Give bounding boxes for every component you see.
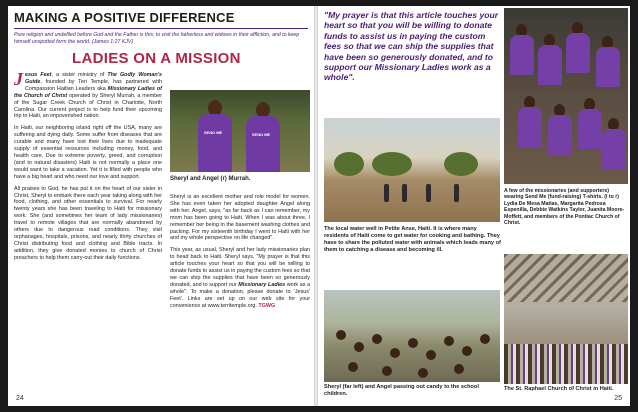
intro-text-b: , founded by Teri Temple, has partnered with Compassion Haitian Leaders aka	[25, 78, 162, 92]
person-angel	[244, 102, 282, 172]
photo-sheryl-angel	[170, 90, 310, 172]
group-person	[518, 96, 542, 146]
photo-caption-church: The St. Raphael Church of Christ in Haiti.	[504, 386, 614, 392]
scripture-verse: Pure religion and undefiled before God and the Father is this; to visit the fatherless and widows in their affliction, and to keep himself unspotted form the world. (James 1:27 KJV)	[14, 32, 300, 45]
group-person	[566, 22, 590, 72]
article-title: LADIES ON A MISSION	[72, 50, 241, 67]
photo-water-well	[324, 118, 500, 222]
group-person	[602, 118, 626, 168]
photo-caption-water-well: The local water well in Petite Anse, Haiti. It is where many residents of Haiti come to get water for cooking and bathing. They have to share the polluted water with animals which leads many of them to catching a disease and becoming ill.	[324, 226, 501, 253]
paragraph-donation	[170, 247, 310, 309]
page-number-left: 24	[16, 395, 24, 402]
paragraph-praises: All praises to God, he has put it on the heart of our sister in Christ, Sheryl to embark there each year taking along with her food, clothing, and other essentials to survival. For nearly twenty years she has been traveling to Haiti for missionary work. She (and sometimes her team of lady missionaries) travel to remote villages that are normally abandoned by others due to dangerous road conditions. They visit orphanages, hospitals, prisons, and nearly thirty churches of Christ distributing food and clothing and Bible tracts. In addition, they give donated monies to church of Christ preachers to help them carry-out their daily functions.	[14, 185, 162, 261]
photo-caption-sheryl-angel: Sheryl and Angel (r) Murrah.	[170, 176, 251, 182]
ministry-name: esus Feet	[25, 72, 52, 78]
signature-tgwg: TGWG	[258, 302, 276, 309]
person-sheryl	[196, 100, 234, 172]
paragraph-role-model: Sheryl is an excellent mother and role model for women. She has even taken her adopted daughter Angel along with her. Angel, says, "as far back as I can remember, my mom has been going to Haiti. When I was about three, I remember her being in the basement washing clothes and packing. For my sixteenth birthday I went to Haiti with her and my whole perspective on life changed".	[170, 194, 310, 242]
shirt-text: SEND ME	[252, 132, 271, 137]
paragraph-haiti: In Haiti, our neighboring island right off the USA, many are suffering and dying daily. Some suffer from diseases that are curable and many have lost their lives due to inadequate supply of essential resources including money, food, and health care. Due to extreme poverty, greed, and corruption (and to natural disasters) Haiti is not normally a place one would want to take a vacation. Yet it is filled with people who have a big heart and who need our love and support.	[14, 125, 162, 180]
group-person	[578, 98, 602, 148]
photo-caption-school-children: Sheryl (far left) and Angel passing out candy to the school children.	[324, 384, 479, 397]
left-page	[8, 6, 314, 406]
paragraph-intro	[14, 69, 162, 120]
intro-text-c: operated by Sheryl Murrah, a member of the Sugar Creek Church of Christ in Charlotte, North Carolina. Our current project is to help fund their upcoming trip to Haiti, an impoverished nation.	[14, 92, 162, 120]
photo-caption-missionaries: A few of the missionaries (and supporters) wearing Send Me (fund-raising) T-shirts. (l to r) Lydia De Mesa Matias, Margarita Pedrosa Espenilla, Debbie Watkins Taylor, Juanita Moore-Moffett, and members of the Pontiac Church of Christ.	[504, 188, 625, 227]
heading-rule	[14, 28, 308, 29]
donation-text-b: work as a whole". To make a donation, please donate to 'Jesus' Feet'. Links are set up on our web site for your convenience at www.territemple.org.	[170, 281, 310, 309]
guide-name: The Godly Woman's Guide	[25, 72, 162, 85]
group-person	[538, 34, 562, 84]
photo-school-children	[324, 290, 500, 382]
missionary-ladies-name: Missionary Ladies of the Church of Christ	[14, 85, 162, 99]
magazine-spread	[8, 6, 630, 406]
group-person	[548, 104, 572, 154]
shirt-text: SEND ME	[204, 130, 223, 135]
photo-st-raphael-church	[504, 254, 628, 384]
donation-text-a: This year, as usual, Sheryl and her lady missionaries plan to head back to Haiti. Sheryl says, "My prayer is that this article touches your heart so that you will be willing to donate funds to assist us in paying the custom fees so that we can ship the supplies that have been so generously donated, and to support our	[170, 247, 310, 288]
pull-quote: "My prayer is that this article touches your heart so that you will be willing to donate funds to assist us in paying the custom fees so that we can ship the supplies that have been so generously donated, and to support our Missionary Ladies work as a whole".	[324, 10, 499, 83]
right-page	[318, 6, 630, 406]
intro-text-a: , a sister ministry of	[51, 72, 108, 78]
article-column-1	[14, 69, 162, 267]
article-column-2	[170, 194, 310, 315]
section-heading: MAKING A POSITIVE DIFFERENCE	[14, 10, 235, 25]
photo-missionaries-group	[504, 8, 628, 184]
donation-missionary-ladies: Missionary Ladies	[238, 281, 286, 288]
group-person	[596, 36, 620, 86]
drop-cap: J	[14, 69, 23, 89]
group-person	[510, 24, 534, 74]
page-number-right: 25	[614, 395, 622, 402]
